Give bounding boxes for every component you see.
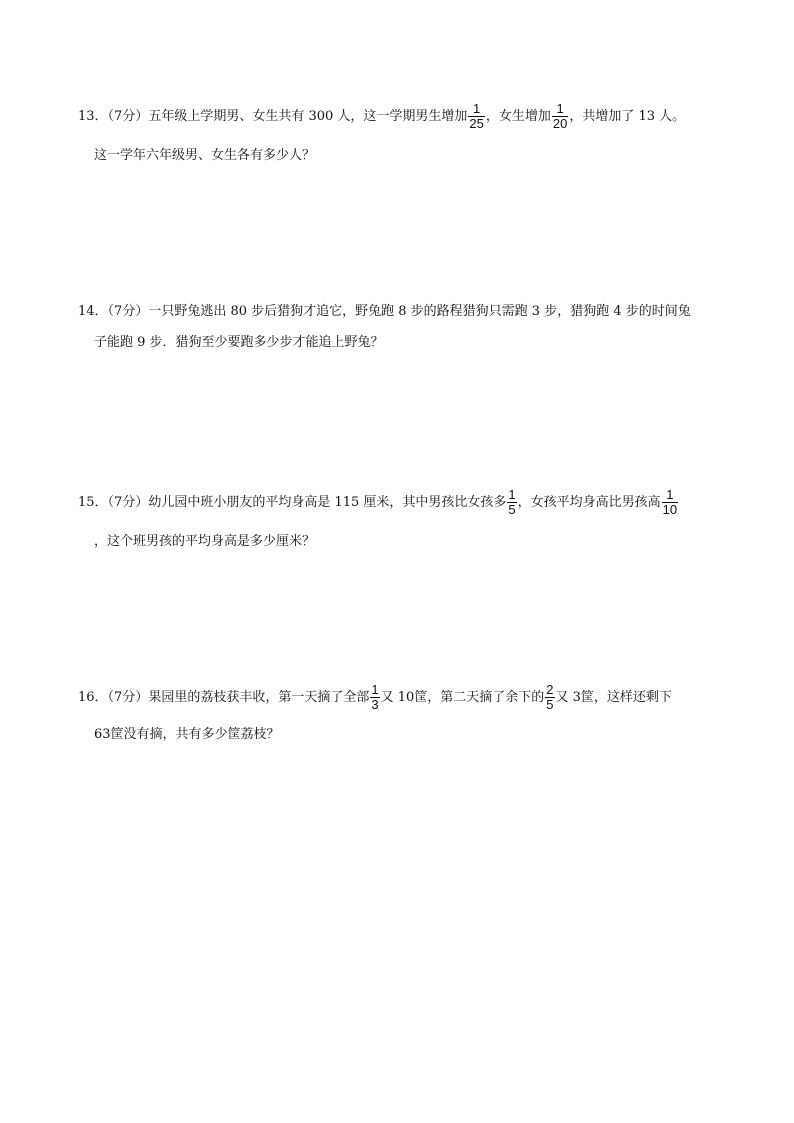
fraction-numerator: 1 [556,101,564,116]
fraction-denominator: 5 [508,502,516,517]
question-text: ，这个班男孩的平均身高是多少厘米？ [94,534,316,549]
fraction-denominator: 20 [552,116,568,131]
question-text: 又 3筐，这样还剩下 [555,690,672,705]
question-points: （7分） [107,304,149,319]
fraction [468,102,484,131]
question-number: 15． [78,495,108,510]
fraction-numerator: 1 [473,101,481,116]
question-number: 16． [78,690,108,705]
question-text: 63筐没有摘，共有多少筐荔枝？ [94,727,280,742]
fraction [662,488,678,517]
question-points: （7分） [107,690,149,705]
fraction-numerator: 1 [666,487,674,502]
question-points: （7分） [107,495,149,510]
fraction [507,488,516,517]
fraction-denominator: 5 [546,697,554,712]
question-text: 子能跑 9 步．猎狗至少要跑多少步才能追上野兔？ [94,335,384,350]
fraction [370,683,379,712]
question-text: 又 10筐，第二天摘了余下的 [380,690,545,705]
fraction-denominator: 10 [662,502,678,517]
question-text: 幼儿园中班小朋友的平均身高是 115 厘米，其中男孩比女孩多 [148,495,507,510]
question-text: 果园里的荔枝获丰收，第一天摘了全部 [148,690,370,705]
question-text: 五年级上学期男、女生共有 300 人，这一学期男生增加 [148,109,468,124]
fraction [552,102,568,131]
question-text: ，女孩平均身高比男孩高 [517,495,661,510]
question-line-2 [94,144,315,163]
question-text: 这一学年六年级男、女生各有多少人？ [94,148,316,163]
fraction [545,683,554,712]
question-line-2 [94,530,315,549]
question-line-1 [78,488,679,517]
question-text: ，共增加了 13 人。 [569,109,686,124]
fraction-numerator: 1 [371,682,379,697]
question-number: 13． [78,109,108,124]
question-number: 14． [78,304,108,319]
question-line-1 [78,102,685,131]
question-text: ，女生增加 [485,109,551,124]
fraction-numerator: 2 [546,682,554,697]
question-points: （7分） [107,109,149,124]
fraction-numerator: 1 [508,487,516,502]
fraction-denominator: 3 [371,697,379,712]
question-line-2 [94,331,384,350]
question-line-2 [94,723,280,742]
question-line-1 [78,300,691,319]
question-line-1 [78,683,672,712]
question-text: 一只野兔逃出 80 步后猎狗才追它，野兔跑 8 步的路程猎狗只需跑 3 步，猎狗跑 4 步的时间兔 [148,304,691,319]
fraction-denominator: 25 [469,116,484,131]
